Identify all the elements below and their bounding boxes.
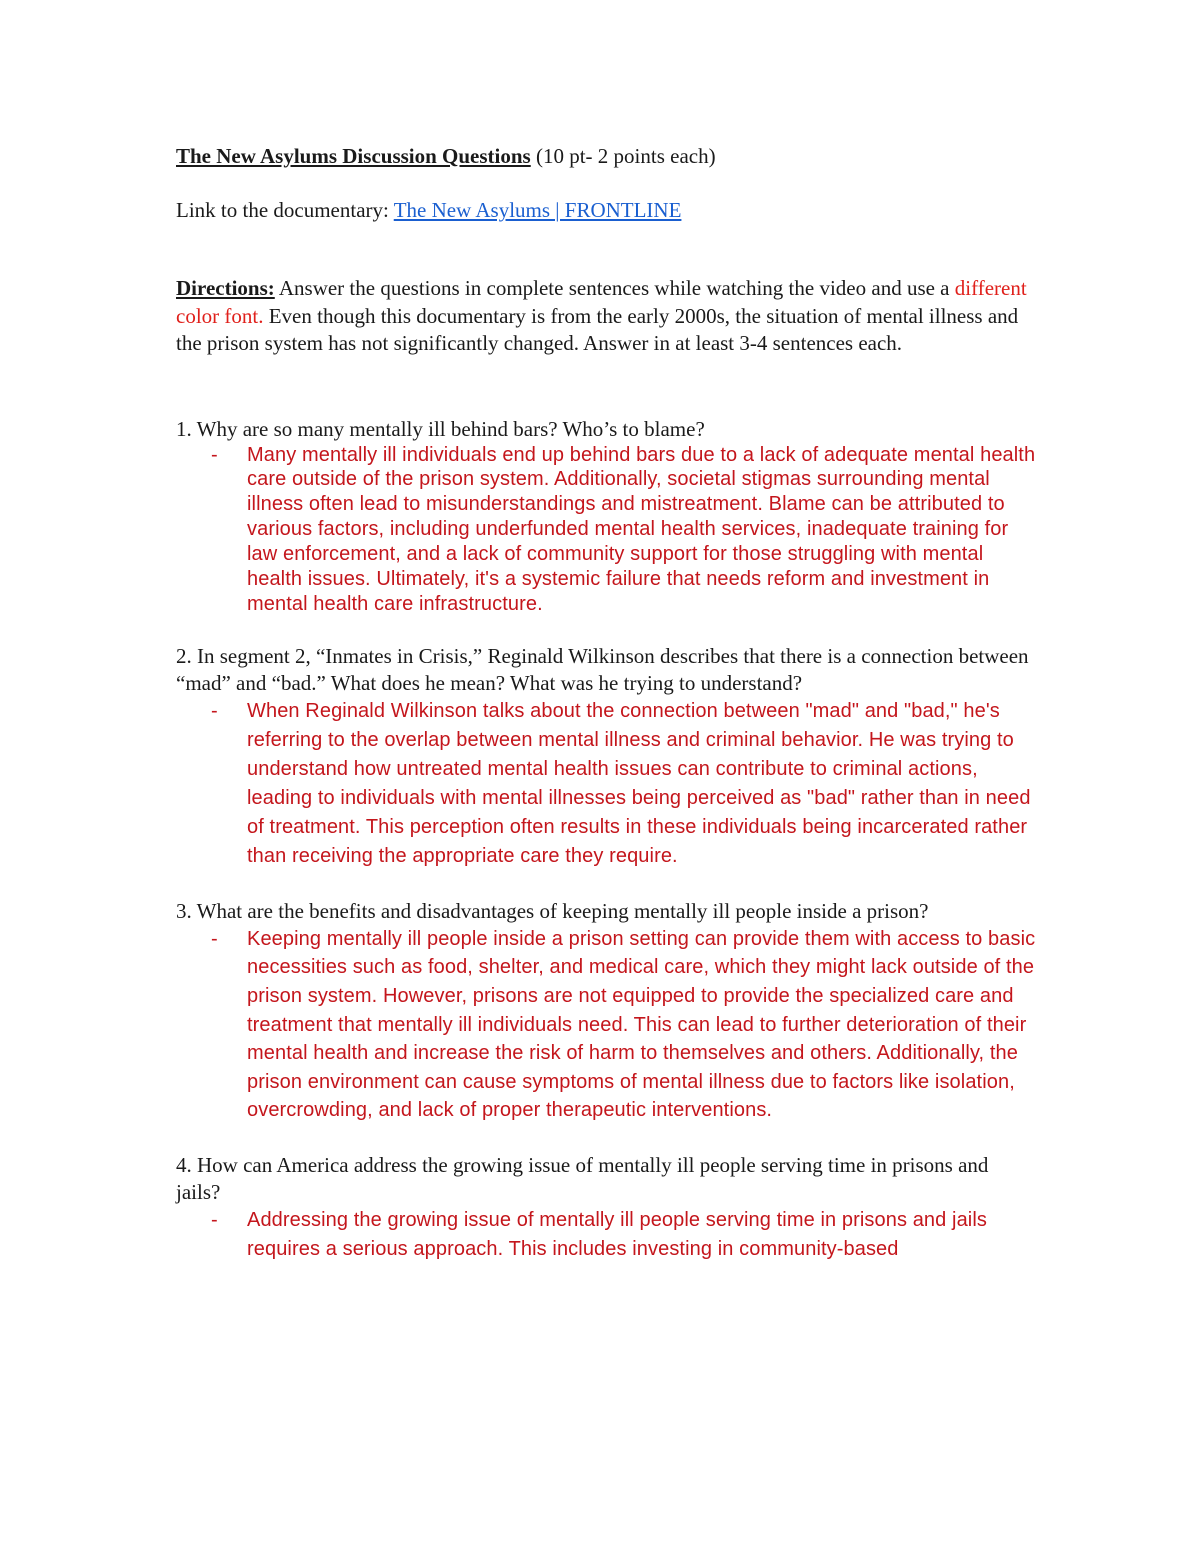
question-4: 4. How can America address the growing issue of mentally ill people serving time in prisons and jails?	[176, 1153, 989, 1204]
answer-1-text: Many mentally ill individuals end up behind bars due to a lack of adequate mental health care outside of the prison system. Additionally, societal stigmas surrounding mental illness often lead to misunderstandings and mistreatment. Blame can be attributed to various factors, including underfunded mental health services, inadequate training for law enforcement, and a lack of community support for those struggling with mental health issues. Ultimately, it's a systemic failure that needs reform and investment in mental health care infrastructure.	[247, 443, 1036, 615]
question-2: 2. In segment 2, “Inmates in Crisis,” Reginald Wilkinson describes that there is a connection between “mad” and “bad.” What does he mean? What was he trying to understand?	[176, 643, 1029, 695]
document-title-points: (10 pt- 2 points each)	[530, 144, 716, 168]
question-1: 1. Why are so many mentally ill behind bars? Who’s to blame?	[176, 416, 705, 441]
answer-4-text: Addressing the growing issue of mentally ill people serving time in prisons and jails requires a serious approach. This includes investing in community-based	[247, 1209, 987, 1260]
answer-bullet: -	[211, 927, 218, 950]
answer-bullet: -	[211, 443, 218, 466]
answer-2-text: When Reginald Wilkinson talks about the connection between "mad" and "bad," he's referring to the overlap between mental illness and criminal behavior. He was trying to understand how untreated mental health issues can contribute to criminal actions, leading to individuals with mental illnesses being perceived as "bad" rather than in need of treatment. This perception often results in these individuals being incarcerated rather than receiving the appropriate care they require.	[247, 699, 1031, 867]
question-3: 3. What are the benefits and disadvantages of keeping mentally ill people inside a prison?	[176, 898, 929, 923]
directions-paragraph	[176, 275, 1036, 358]
answer-1	[211, 443, 1036, 617]
answer-bullet: -	[211, 1209, 218, 1231]
answer-4	[211, 1206, 1036, 1264]
directions-label: Directions:	[176, 276, 275, 300]
document-title: The New Asylums Discussion Questions	[176, 144, 531, 168]
answer-bullet: -	[211, 699, 218, 722]
directions-text-part1: Answer the questions in complete sentences while watching the video and use a	[274, 276, 955, 300]
document-heading	[176, 142, 1036, 170]
documentary-link-line	[176, 196, 1036, 224]
directions-red-text: different color font.	[176, 276, 1027, 328]
answer-2	[211, 697, 1036, 871]
link-prefix: Link to the documentary:	[176, 198, 394, 222]
answer-3-text: Keeping mentally ill people inside a prison setting can provide them with access to basic necessities such as food, shelter, and medical care, which they might lack outside of the prison system. However, prisons are not equipped to provide the specialized care and treatment that mentally ill individuals need. This can lead to further deterioration of their mental health and increase the risk of harm to themselves and others. Additionally, the prison environment can cause symptoms of mental illness due to factors like isolation, overcrowding, and lack of proper therapeutic interventions.	[247, 927, 1036, 1122]
directions-text-part2: Even though this documentary is from the early 2000s, the situation of mental illness and the prison system has not significantly changed. Answer in at least 3-4 sentences each.	[176, 303, 1019, 355]
answer-3	[211, 925, 1036, 1125]
document-page	[176, 142, 1036, 1264]
documentary-link[interactable]: The New Asylums | FRONTLINE	[393, 198, 682, 222]
